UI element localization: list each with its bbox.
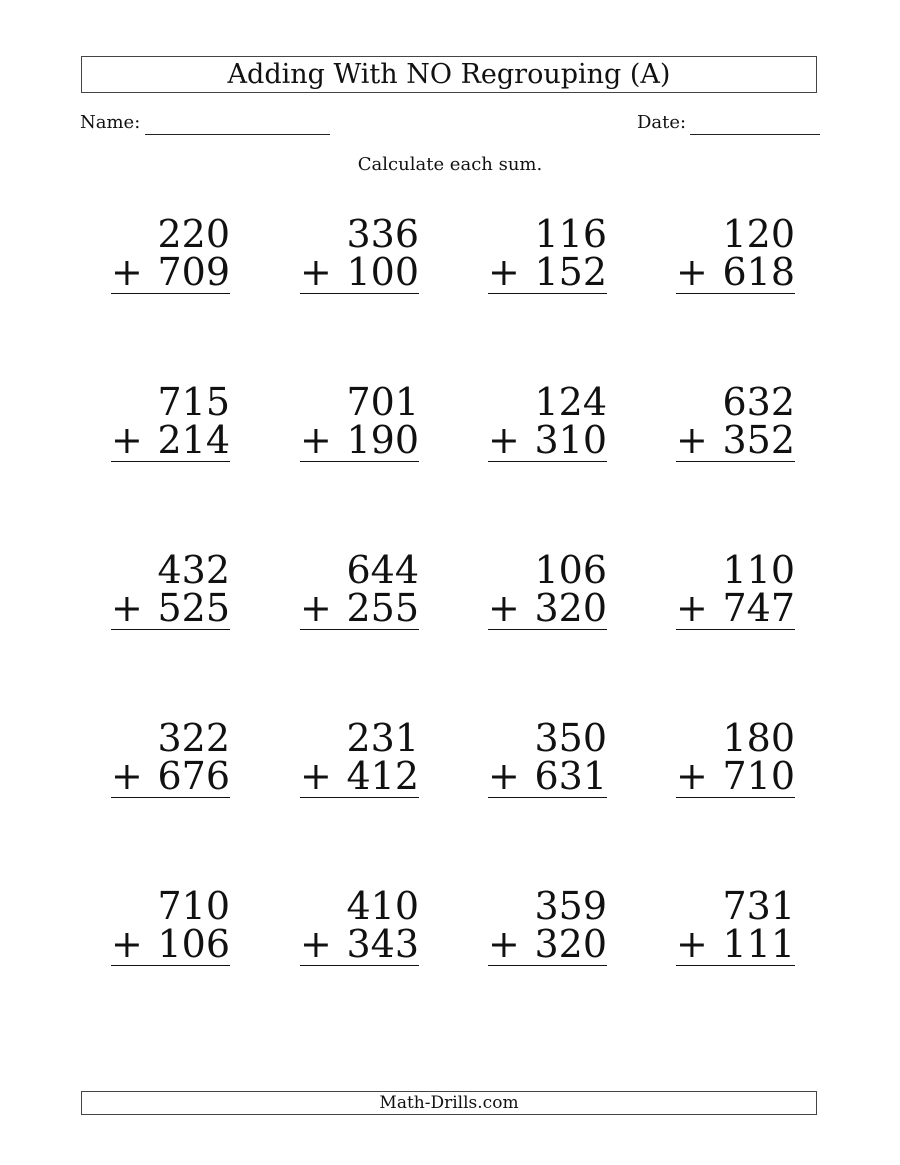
sum-line	[300, 461, 419, 462]
sum-line	[488, 965, 607, 966]
sum-line	[300, 293, 419, 294]
bottom-addend: 214	[157, 418, 230, 462]
sum-line	[676, 797, 795, 798]
sum-line	[676, 965, 795, 966]
top-addend: 116	[534, 212, 607, 256]
bottom-addend: 255	[346, 586, 419, 630]
plus-sign: +	[111, 922, 143, 966]
top-addend: 350	[534, 716, 607, 760]
bottom-addend: 631	[534, 754, 607, 798]
bottom-addend: 618	[722, 250, 795, 294]
bottom-addend: 709	[157, 250, 230, 294]
sum-line	[676, 461, 795, 462]
addition-problem	[676, 886, 806, 976]
sum-line	[488, 293, 607, 294]
top-addend: 322	[157, 716, 230, 760]
top-addend: 220	[157, 212, 230, 256]
plus-sign: +	[488, 922, 520, 966]
bottom-addend: 106	[157, 922, 230, 966]
bottom-addend: 320	[534, 922, 607, 966]
top-addend: 180	[722, 716, 795, 760]
sum-line	[488, 797, 607, 798]
plus-sign: +	[300, 586, 332, 630]
bottom-addend: 310	[534, 418, 607, 462]
addition-problem	[488, 214, 618, 304]
plus-sign: +	[300, 754, 332, 798]
addition-problem	[111, 214, 241, 304]
addition-problem	[111, 382, 241, 472]
addition-problem	[676, 718, 806, 808]
instructions: Calculate each sum.	[357, 154, 543, 175]
sum-line	[111, 797, 230, 798]
plus-sign: +	[676, 418, 708, 462]
top-addend: 701	[346, 380, 419, 424]
addition-problem	[300, 718, 430, 808]
date-label: Date:	[637, 112, 687, 133]
bottom-addend: 676	[157, 754, 230, 798]
addition-problem	[488, 718, 618, 808]
plus-sign: +	[111, 754, 143, 798]
sum-line	[111, 965, 230, 966]
addition-problem	[300, 550, 430, 640]
bottom-addend: 412	[346, 754, 419, 798]
bottom-addend: 111	[722, 922, 795, 966]
top-addend: 731	[722, 884, 795, 928]
footer: Math-Drills.com	[81, 1091, 817, 1115]
sum-line	[300, 629, 419, 630]
addition-problem	[676, 550, 806, 640]
plus-sign: +	[111, 250, 143, 294]
addition-problem	[300, 382, 430, 472]
sum-line	[111, 629, 230, 630]
bottom-addend: 352	[722, 418, 795, 462]
top-addend: 644	[346, 548, 419, 592]
sum-line	[488, 461, 607, 462]
worksheet-title: Adding With NO Regrouping (A)	[81, 56, 817, 93]
plus-sign: +	[488, 586, 520, 630]
plus-sign: +	[300, 250, 332, 294]
top-addend: 632	[722, 380, 795, 424]
addition-problem	[111, 550, 241, 640]
addition-problem	[111, 718, 241, 808]
sum-line	[111, 461, 230, 462]
sum-line	[488, 629, 607, 630]
sum-line	[676, 629, 795, 630]
bottom-addend: 747	[722, 586, 795, 630]
addition-problem	[111, 886, 241, 976]
plus-sign: +	[111, 418, 143, 462]
bottom-addend: 320	[534, 586, 607, 630]
addition-problem	[488, 550, 618, 640]
bottom-addend: 343	[346, 922, 419, 966]
top-addend: 120	[722, 212, 795, 256]
top-addend: 359	[534, 884, 607, 928]
addition-problem	[300, 886, 430, 976]
sum-line	[300, 965, 419, 966]
addition-problem	[676, 214, 806, 304]
sum-line	[300, 797, 419, 798]
plus-sign: +	[488, 250, 520, 294]
bottom-addend: 525	[157, 586, 230, 630]
top-addend: 336	[346, 212, 419, 256]
top-addend: 432	[157, 548, 230, 592]
top-addend: 710	[157, 884, 230, 928]
top-addend: 110	[722, 548, 795, 592]
bottom-addend: 100	[346, 250, 419, 294]
addition-problem	[488, 382, 618, 472]
top-addend: 715	[157, 380, 230, 424]
top-addend: 124	[534, 380, 607, 424]
bottom-addend: 710	[722, 754, 795, 798]
addition-problem	[488, 886, 618, 976]
name-label: Name:	[80, 112, 141, 133]
plus-sign: +	[676, 922, 708, 966]
top-addend: 410	[346, 884, 419, 928]
addition-problem	[300, 214, 430, 304]
sum-line	[111, 293, 230, 294]
plus-sign: +	[488, 418, 520, 462]
sum-line	[676, 293, 795, 294]
bottom-addend: 190	[346, 418, 419, 462]
plus-sign: +	[300, 922, 332, 966]
top-addend: 231	[346, 716, 419, 760]
top-addend: 106	[534, 548, 607, 592]
addition-problem	[676, 382, 806, 472]
plus-sign: +	[488, 754, 520, 798]
bottom-addend: 152	[534, 250, 607, 294]
plus-sign: +	[676, 754, 708, 798]
plus-sign: +	[676, 586, 708, 630]
plus-sign: +	[300, 418, 332, 462]
plus-sign: +	[676, 250, 708, 294]
plus-sign: +	[111, 586, 143, 630]
